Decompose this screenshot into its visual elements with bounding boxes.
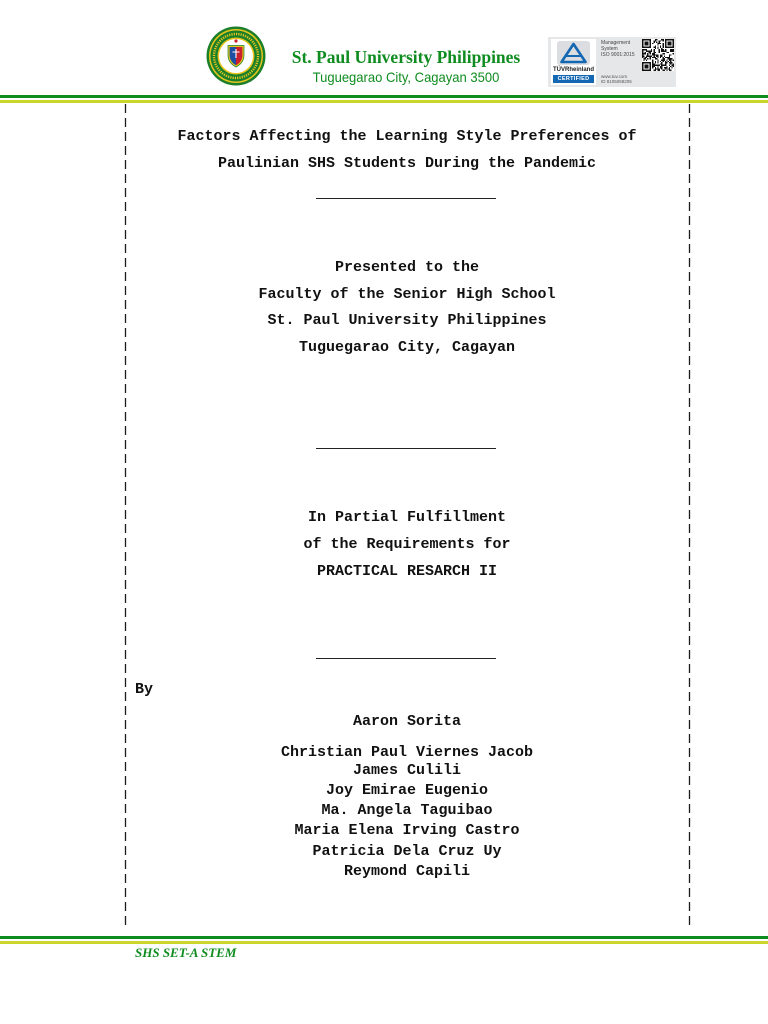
tuv-logo	[551, 39, 596, 85]
author-name: Patricia Dela Cruz Uy	[312, 843, 502, 860]
presented-line: St. Paul University Philippines	[267, 312, 547, 329]
certification-badge	[548, 37, 676, 87]
author-name: Ma. Angela Taguibao	[321, 802, 493, 819]
university-name: St. Paul University Philippines	[291, 47, 521, 67]
certification-id: ID 9105069205	[601, 79, 632, 84]
course-name: PRACTICAL RESARCH II	[316, 563, 498, 580]
title-line: Paulinian SHS Students During the Pandemic	[217, 155, 597, 172]
footer-gold-rule	[0, 941, 768, 944]
author-name: James Culili	[352, 762, 462, 779]
fulfillment-line: of the Requirements for	[303, 536, 511, 553]
presented-line: Faculty of the Senior High School	[258, 286, 556, 303]
presented-line: Tuguegarao City, Cagayan	[298, 339, 516, 356]
author-name: Maria Elena Irving Castro	[294, 822, 520, 839]
by-label: By	[135, 681, 154, 698]
iso-standard: ISO 9001:2015	[601, 52, 635, 58]
qr-code-icon	[642, 39, 674, 71]
header-green-rule	[0, 95, 768, 98]
tuv-triangle-icon	[551, 40, 596, 66]
footer-green-rule	[0, 936, 768, 939]
author-name: Reymond Capili	[343, 863, 471, 880]
presented-line: Presented to the	[334, 259, 480, 276]
tuv-brand-name: TÜVRheinland	[552, 67, 594, 73]
lead-author: Aaron Sorita	[352, 713, 462, 730]
system-line: Management	[601, 40, 631, 46]
author-name: Christian Paul Viernes Jacob	[280, 744, 534, 761]
certified-label: CERTIFIED	[553, 75, 594, 83]
title-line: Factors Affecting the Learning Style Preferences of	[177, 128, 637, 145]
header-gold-rule	[0, 100, 768, 103]
author-name: Joy Emirae Eugenio	[325, 782, 489, 799]
university-address: Tuguegarao City, Cagayan 3500	[312, 69, 500, 85]
fulfillment-line: In Partial Fulfillment	[307, 509, 507, 526]
system-line: System	[601, 46, 618, 52]
program-label: SHS SET-A STEM	[135, 945, 237, 960]
management-system-text	[601, 40, 641, 58]
certification-url: www.tuv.com	[601, 74, 628, 79]
